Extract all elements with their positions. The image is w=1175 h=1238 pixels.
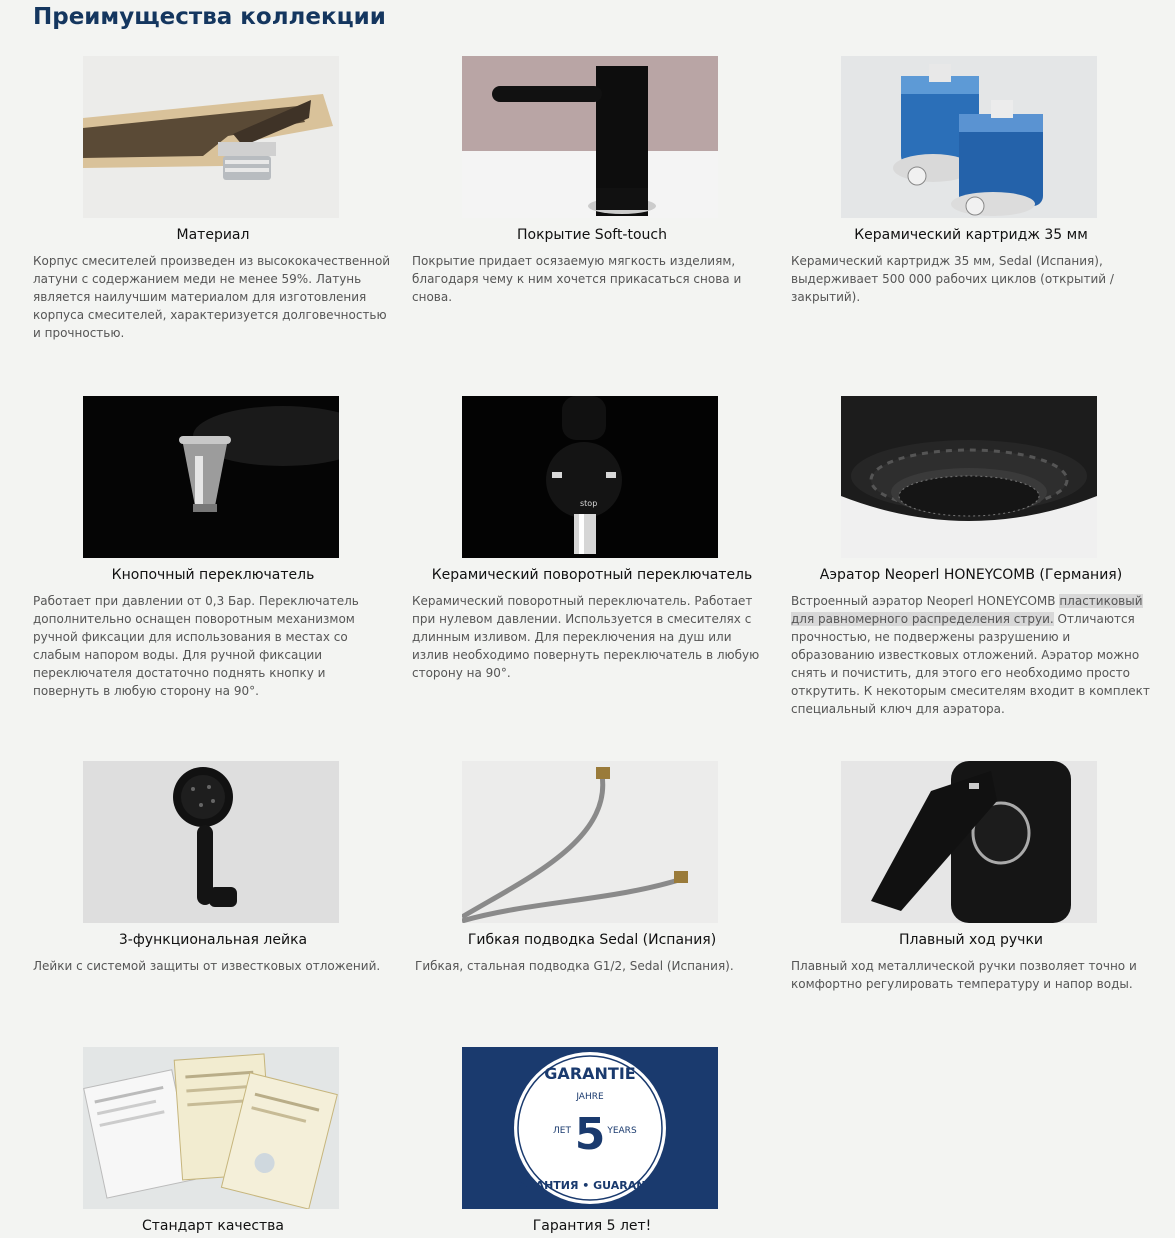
badge-right-text: YEARS: [607, 1126, 637, 1136]
badge-bottom-text: ГАРАНТИЯ • GUARANTEE: [511, 1179, 669, 1192]
card-title: Кнопочный переключатель: [111, 567, 315, 583]
rotary-switch-image: [462, 396, 718, 558]
badge-left-text: ЛЕТ: [553, 1126, 571, 1136]
badge-top-text: GARANTIE: [544, 1064, 636, 1083]
card-description: Керамический картридж 35 мм, Sedal (Испания), выдерживает 500 000 рабочих циклов (открытий / закрытий).: [791, 254, 1114, 304]
ceramic-cartridge-image: [841, 56, 1097, 218]
card-description: Плавный ход металлической ручки позволяет точно и комфортно регулировать температуру и напор воды.: [791, 959, 1137, 991]
page-title: Преимущества коллекции: [33, 4, 386, 30]
card-title: Гарантия 5 лет!: [532, 1218, 652, 1234]
badge-number: 5: [574, 1109, 606, 1160]
guarantee-badge-image: [462, 1047, 718, 1209]
badge-sub-text: JAHRE: [576, 1092, 604, 1102]
black-faucet-image: [462, 56, 718, 218]
card-description: Керамический поворотный переключатель. Работает при нулевом давлении. Используется в смесителях с длинным изливом. Для переключения на душ или излив необходимо повернуть переключатель в любую сторону на 90°.: [412, 594, 760, 680]
card-title: Стандарт качества: [141, 1218, 285, 1234]
card-title: 3-функциональная лейка: [118, 932, 308, 948]
card-title: Керамический картридж 35 мм: [854, 227, 1088, 243]
card-description: Работает при давлении от 0,3 Бар. Переключатель дополнительно оснащен поворотным механизмом ручной фиксации для использования в местах со слабым напором воды. Для ручной фиксации переключателя достаточно поднять кнопку и повернуть в любую сторону на 90°.: [33, 594, 359, 698]
desc-text: Встроенный аэратор Neoperl HONEYCOMB: [791, 594, 1060, 608]
card-title: Керамический поворотный переключатель: [431, 567, 753, 583]
card-title: Аэратор Neoperl HONEYCOMB (Германия): [819, 567, 1123, 583]
highlighted-text: пластиковый для равномерного распределения струи.: [791, 594, 1143, 626]
aerator-image: [841, 396, 1097, 558]
brass-cutaway-image: [83, 56, 339, 218]
desc-text: Отличаются прочностью, не подвержены разрушению и образованию известковых отложений. Аэратор можно снять и почистить, для этого его необходимо просто открутить. К некоторым смесителям входит в комплект специальный ключ для аэратора.: [791, 612, 1150, 716]
stop-label: stop: [580, 499, 598, 508]
card-title: Материал: [176, 227, 250, 243]
card-title: Плавный ход ручки: [898, 932, 1044, 948]
card-description: Покрытие придает осязаемую мягкость изделиям, благодаря чему к ним хочется прикасаться снова и снова.: [412, 254, 742, 304]
card-description: Корпус смесителей произведен из высококачественной латуни с содержанием меди не менее 59%. Латунь является наилучшим материалом для изготовления корпуса смесителей, характеризуется долговечностью и прочностью.: [33, 254, 391, 340]
card-title: Гибкая подводка Sedal (Испания): [467, 932, 717, 948]
card-description: [791, 592, 1151, 718]
card-description: Гибкая, стальная подводка G1/2, Sedal (Испания).: [415, 959, 734, 973]
push-button-switch-image: [83, 396, 339, 558]
hand-shower-image: [83, 761, 339, 923]
certificates-image: [83, 1047, 339, 1209]
flexible-hose-image: [462, 761, 718, 923]
lever-handle-image: [841, 761, 1097, 923]
card-title: Покрытие Soft-touch: [517, 227, 667, 243]
card-description: Лейки с системой защиты от известковых отложений.: [33, 959, 381, 973]
